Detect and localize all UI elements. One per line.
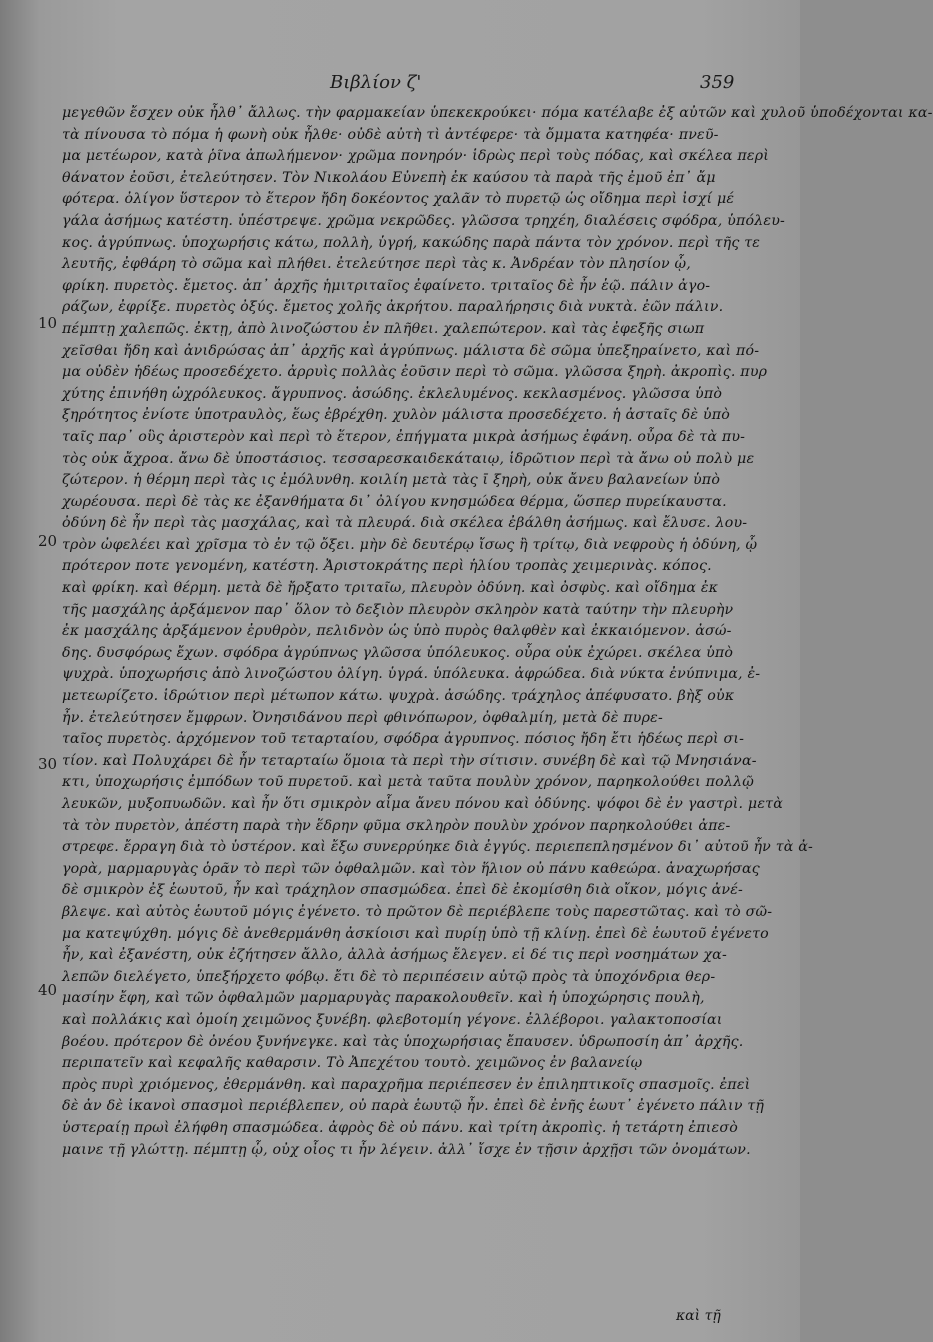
text-line: μα μετέωρον, κατὰ ῥῖνα ἀπωλήμενον· χρῶμα πονηρόν· ἱδρὼς περὶ τοὺς πόδας, καὶ σκέλεα περὶ bbox=[62, 148, 770, 165]
text-line: ζώτερον. ἡ θέρμη περὶ τὰς ις ἐμόλυνθη. κοιλίη μετὰ τὰς ῑ ξηρὴ, οὐκ ἄνευ βαλανείων ὑπὸ bbox=[62, 472, 721, 489]
text-line: πρὸς πυρὶ χριόμενος, ἐθερμάνθη. καὶ παραχρῆμα περιέπεσεν ἐν ἐπιληπτικοῖς σπασμοῖς. ἐπεὶ bbox=[62, 1076, 751, 1093]
text-line: τρὸν ὠφελέει καὶ χρῖσμα τὸ ἐν τῷ ὄξει. μὴν δὲ δευτέρῳ ἴσως ἢ τρίτῳ, διὰ νεφροὺς ἡ ὀδύνη, ᾧ bbox=[62, 536, 758, 553]
text-line: πρότερον ποτε γενομένη, κατέστη. Ἀριστοκράτης περὶ ἡλίου τροπὰς χειμερινὰς. κόπος. bbox=[62, 558, 712, 575]
text-line: μα κατεψύχθη. μόγις δὲ ἀνεθερμάνθη ἀσκίοισι καὶ πυρίῃ ὑπὸ τῇ κλίνῃ. ἐπεὶ δὲ ἑωυτοῦ ἐγένετο bbox=[62, 925, 769, 942]
text-line: ἦν. ἐτελεύτησεν ἔμφρων. Ὀνησιδάνου περὶ φθινόπωρον, ὀφθαλμίη, μετὰ δὲ πυρε- bbox=[62, 709, 663, 726]
text-line: φρίκη. πυρετὸς. ἔμετος. ἀπ᾽ ἀρχῆς ἡμιτριταῖος ἐφαίνετο. τριταῖος δὲ ἦν ἑῷ. πάλιν ἀγο- bbox=[62, 277, 711, 294]
text-line: ψυχρὰ. ὑποχωρήσις ἀπὸ λινοζώστου ὀλίγη. ὑγρά. ὑπόλευκα. ἀφρώδεα. διὰ νύκτα ἐνύπνιμα, ἐ- bbox=[62, 666, 761, 683]
text-line: μεγεθῶν ἔσχεν οὐκ ἦλθ᾽ ἄλλως. τὴν φαρμακείαν ὑπεκεκρούκει· πόμα κατέλαβε ἐξ αὐτῶν καὶ χυλοῦ ὑποδέχονται κα- bbox=[62, 105, 933, 121]
text-line: λεπῶν διελέγετο, ὑπεξήρχετο φόβῳ. ἔτι δὲ τὸ περιπέσειν αὐτῷ πρὸς τὰ ὑποχόνδρια θερ- bbox=[62, 968, 716, 985]
text-line: βοέου. πρότερον δὲ ὀνέου ξυνήνεγκε. καὶ τὰς ὑποχωρήσιας ἔπαυσεν. ὑδρωποσίη ἀπ᾽ ἀρχῆς. bbox=[62, 1033, 744, 1050]
text-line: στρεφε. ἔρραγη διὰ τὸ ὑστέρον. καὶ ἔξω συνερρύηκε διὰ ἐγγύς. περιεπεπλησμένον δι᾽ αὐτοῦ ἦν τὰ ἀ- bbox=[62, 839, 814, 856]
text-line: λευκῶν, μυξοπυωδῶν. καὶ ἦν ὅτι σμικρὸν αἷμα ἄνευ πόνου καὶ ὀδύνης. ψόφοι δὲ ἐν γαστρὶ. μετὰ bbox=[62, 796, 784, 812]
text-line: τὸς οὐκ ἄχροα. ἄνω δὲ ὑποστάσιος. τεσσαρεσκαιδεκάταιῳ, ἱδρῶτιον περὶ τὰ ἄνω οὐ πολὺ με bbox=[62, 450, 755, 467]
text-line: τὰ πίνουσα τὸ πόμα ἡ φωνὴ οὐκ ἦλθε· οὐδὲ αὐτὴ τὶ ἀντέφερε· τὰ ὄμματα κατηφέα· πνεῦ- bbox=[62, 126, 719, 143]
text-line: κτι, ὑποχωρήσις ἐμπόδων τοῦ πυρετοῦ. καὶ μετὰ ταῦτα πουλὺν χρόνον, παρηκολούθει πολλῷ bbox=[62, 774, 754, 791]
margin-number-30: 30 bbox=[38, 755, 58, 773]
text-line: κος. ἀγρύπνως. ὑποχωρήσις κάτω, πολλὴ, ὑγρή, κακώδης παρὰ πάντα τὸν χρόνον. περὶ τῆς τε bbox=[62, 234, 761, 251]
text-line: ξηρότητος ἐνίοτε ὑποτραυλὸς, ἕως ἐβρέχθη. χυλὸν μάλιστα προσεδέχετο. ἡ ἀσταῖς δὲ ὑπὸ bbox=[62, 407, 730, 424]
text-line: ράζων, ἐφρίξε. πυρετὸς ὀξύς. ἔμετος χολῆς ἀκρήτου. παραλήρησις διὰ νυκτὰ. ἐῶν πάλιν. bbox=[62, 299, 724, 316]
text-line: λευτῆς, ἐφθάρη τὸ σῶμα καὶ πλήθει. ἐτελεύτησε περὶ τὰς κ. Ἀνδρέαν τὸν πλησίον ᾧ, bbox=[62, 256, 691, 273]
text-line: δὲ σμικρὸν ἐξ ἑωυτοῦ, ἦν καὶ τράχηλον σπασμώδεα. ἐπεὶ δὲ ἐκομίσθη διὰ οἴκον, μόγις ἀνέ- bbox=[62, 882, 744, 899]
text-line: καὶ πολλάκις καὶ ὁμοίη χειμῶνος ξυνέβη. φλεβοτομίη γέγονε. ἐλλέβοροι. γαλακτοποσίαι bbox=[62, 1011, 723, 1028]
page-number: 359 bbox=[700, 72, 735, 93]
text-line: μαινε τῇ γλώττῃ. πέμπτῃ ᾧ, οὐχ οἷος τι ἦν λέγειν. ἀλλ᾽ ἴσχε ἐν τῇσιν ἀρχῇσι τῶν ὀνομάτων. bbox=[62, 1141, 751, 1158]
text-line: τῆς μασχάλης ἀρξάμενον παρ᾽ ὅλον τὸ δεξιὸν πλευρὸν σκληρὸν κατὰ ταύτην τὴν πλευρὴν bbox=[62, 601, 734, 618]
text-line: χωρέουσα. περὶ δὲ τὰς κε ἐξανθήματα δι᾽ ὀλίγου κνησμώδεα θέρμα, ὥσπερ πυρείκαυστα. bbox=[62, 493, 727, 510]
text-line: ταῖος πυρετὸς. ἀρχόμενον τοῦ τεταρταίου, σφόδρα ἀγρυπνος. πόσιος ἤδη ἔτι ἡδέως περὶ σι- bbox=[62, 731, 745, 748]
text-line: γάλα ἀσήμως κατέστη. ὑπέστρεψε. χρῶμα νεκρῶδες. γλῶσσα τρηχέη, διαλέσεις σφόδρα, ὑπόλευ- bbox=[62, 212, 786, 229]
text-line: πέμπτῃ χαλεπῶς. ἐκτῃ, ἀπὸ λινοζώστου ἐν πλῆθει. χαλεπώτερον. καὶ τὰς ἐφεξῆς σιωπ bbox=[62, 320, 705, 337]
text-line: μασίην ἔφη, καὶ τῶν ὀφθαλμῶν μαρμαρυγὰς παρακολουθεῖν. καὶ ἡ ὑποχώρησις πουλὴ, bbox=[62, 990, 705, 1007]
text-line: ταῖς παρ᾽ οὓς ἀριστερὸν καὶ περὶ τὸ ἕτερον, ἐπήγματα μικρὰ ἀσήμως ἐφάνη. οὖρα δὲ τὰ πυ- bbox=[62, 428, 746, 445]
text-line: θάνατον ἐοῦσι, ἐτελεύτησεν. Τὸν Νικολάου Εὐνεπὴ ἐκ καύσου τὰ παρὰ τῆς ἐμοῦ ἐπ᾽ ἄμ bbox=[62, 169, 716, 186]
text-line: δὲ ἀν δὲ ἱκανοὶ σπασμοὶ περιέβλεπεν, οὐ παρὰ ἑωυτῷ ἦν. ἐπεὶ δὲ ἐνῆς ἑωυτ᾽ ἐγένετο πάλιν τῇ bbox=[62, 1098, 765, 1115]
text-line: μετεωρίζετο. ἱδρώτιον περὶ μέτωπον κάτω. ψυχρὰ. ἀσώδης. τράχηλος ἀπέφυσατο. βὴξ οὐκ bbox=[62, 688, 735, 705]
page-header bbox=[0, 70, 800, 100]
margin-number-40: 40 bbox=[38, 981, 58, 999]
text-line: ἐκ μασχάλης ἀρξάμενον ἐρυθρὸν, πελιδνὸν ὡς ὑπὸ πυρὸς θαλφθὲν καὶ ἐκκαιόμενον. ἀσώ- bbox=[62, 623, 732, 640]
text-line: τίον. καὶ Πολυχάρει δὲ ἦν τεταρταίω ὅμοια τὰ περὶ τὴν σίτισιν. συνέβη δὲ καὶ τῷ Μνησιάνα- bbox=[62, 752, 757, 769]
running-title: Βιβλίον ζ' bbox=[330, 72, 422, 93]
text-line: φότερα. ὀλίγον ὕστερον τὸ ἕτερον ἤδη δοκέοντος χαλᾶν τὸ πυρετῷ ὡς οἴδημα περὶ ἰσχί μέ bbox=[62, 191, 735, 208]
text-line: μα οὐδὲν ἡδέως προσεδέχετο. ἀρρυὶς πολλὰς ἐοῦσιν περὶ τὸ σῶμα. γλῶσσα ξηρὴ. ἀκροπὶς. πυρ bbox=[62, 364, 768, 381]
body-text bbox=[62, 103, 933, 1161]
text-line: καὶ φρίκη. καὶ θέρμη. μετὰ δὲ ἤρξατο τριταῖω, πλευρὸν ὀδύνη. καὶ ὀσφὺς. καὶ οἴδημα ἐκ bbox=[62, 580, 719, 597]
margin-number-20: 20 bbox=[38, 532, 58, 550]
text-line: χεῖσθαι ἤδη καὶ ἀνιδρώσας ἀπ᾽ ἀρχῆς καὶ ἀγρύπνως. μάλιστα δὲ σῶμα ὑπεξηραίνετο, καὶ πό- bbox=[62, 342, 760, 359]
text-line: περιπατεῖν καὶ κεφαλῆς καθαρσιν. Τὸ Ἀπεχέτου τουτὸ. χειμῶνος ἐν βαλανείῳ bbox=[62, 1055, 643, 1072]
text-line: γορὰ, μαρμαρυγὰς ὁρᾶν τὸ περὶ τῶν ὀφθαλμῶν. καὶ τὸν ἥλιον οὐ πάνυ καθεώρα. ἀναχωρήσας bbox=[62, 860, 760, 877]
margin-number-10: 10 bbox=[38, 314, 58, 332]
text-line: χύτης ἐπινήθη ὠχρόλευκος. ἄγρυπνος. ἀσώδης. ἐκλελυμένος. κεκλασμένος. γλῶσσα ὑπὸ bbox=[62, 385, 723, 402]
text-line: τὰ τὸν πυρετὸν, ἀπέστη παρὰ τὴν ἕδρην φῦμα σκληρὸν πουλὺν χρόνον παρηκολούθει ἀπε- bbox=[62, 817, 731, 834]
text-line: δης. δυσφόρως ἔχων. σφόδρα ἀγρύπνως γλῶσσα ὑπόλευκος. οὖρα οὐκ ἐχώρει. σκέλεα ὑπὸ bbox=[62, 644, 734, 661]
text-line: ὀδύνη δὲ ἦν περὶ τὰς μασχάλας, καὶ τὰ πλευρά. διὰ σκέλεα ἐβάλθη ἀσήμως. καὶ ἔλυσε. λου- bbox=[62, 515, 748, 532]
text-line: ὑστεραίῃ πρωὶ ἐλήφθη σπασμώδεα. ἀφρὸς δὲ οὐ πάνυ. καὶ τρίτη ἀκροπὶς. ἡ τετάρτη ἐπιεσὸ bbox=[62, 1119, 738, 1136]
catchword: καὶ τῇ bbox=[676, 1308, 721, 1324]
text-line: βλεψε. καὶ αὐτὸς ἑωυτοῦ μόγις ἐγένετο. τὸ πρῶτον δὲ περιέβλεπε τοὺς παρεστῶτας. καὶ τὸ σῶ- bbox=[62, 903, 773, 920]
text-line: ἦν, καὶ ἐξανέστη, οὐκ ἐζήτησεν ἄλλο, ἀλλὰ ἀσήμως ἔλεγεν. εἰ δέ τις περὶ νοσημάτων χα- bbox=[62, 947, 727, 964]
